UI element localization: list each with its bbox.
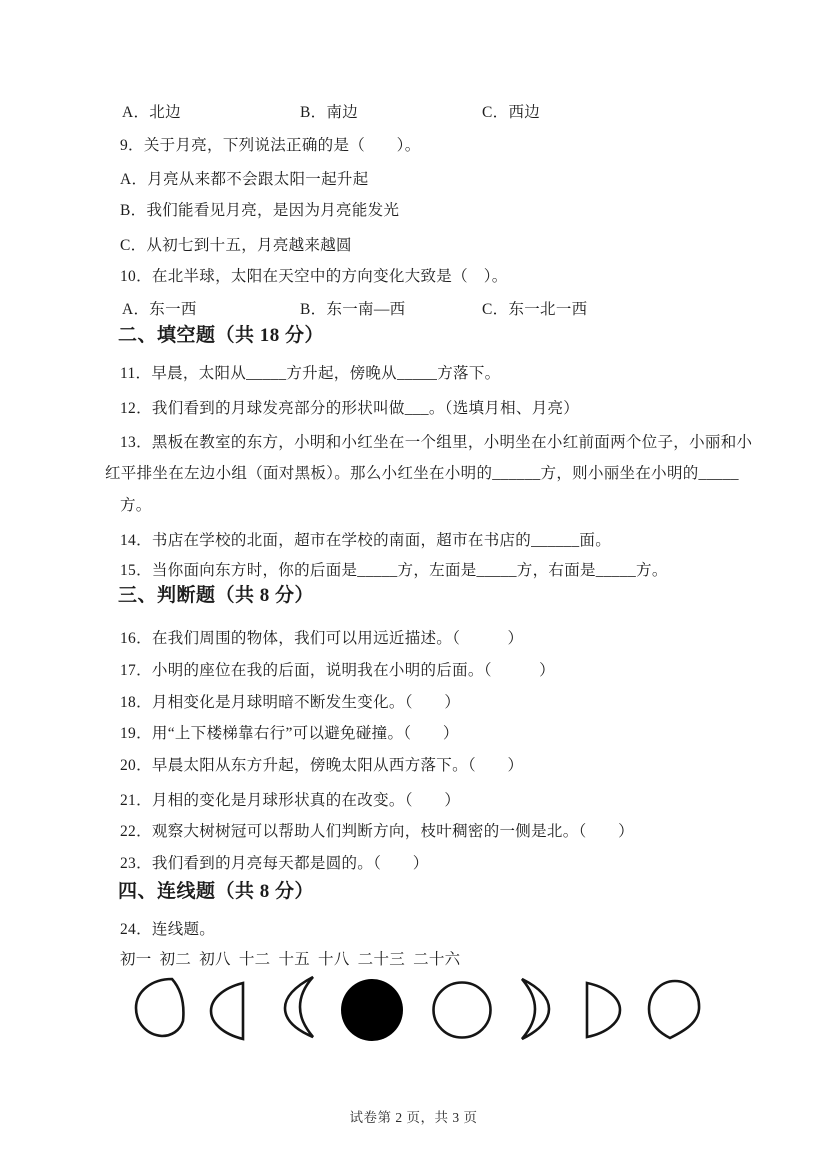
- question-12: 12．我们看到的月球发亮部分的形状叫做___。（选填月相、月亮）: [120, 400, 580, 417]
- moon-shape-first-quarter-icon: [584, 981, 622, 1039]
- moon-shape-last-quarter-icon: [208, 981, 246, 1041]
- section-2-title: 二、填空题（共 18 分）: [118, 325, 325, 346]
- question-16: 16．在我们周围的物体，我们可以用远近描述。（ ）: [120, 630, 524, 647]
- section-4-title: 四、连线题（共 8 分）: [118, 881, 315, 902]
- moon-shape-crescent-open-right-icon: [281, 974, 317, 1040]
- question-18: 18．月相变化是月球明暗不断发生变化。（ ）: [120, 694, 461, 711]
- q10-stem: 10．在北半球，太阳在天空中的方向变化大致是（ ）。: [120, 268, 508, 285]
- moon-shape-new-moon-icon: [340, 978, 404, 1042]
- section-3-title: 三、判断题（共 8 分）: [118, 585, 315, 606]
- moon-label-ershisan: 二十三: [357, 951, 406, 968]
- question-14: 14．书店在学校的北面，超市在学校的南面，超市在书店的______面。: [120, 532, 612, 549]
- question-20: 20．早晨太阳从东方升起，傍晚太阳从西方落下。（ ）: [120, 757, 524, 774]
- question-13-line1: 13．黑板在教室的东方，小明和小红坐在一个组里，小明坐在小红前面两个位子，小丽和小: [120, 434, 753, 451]
- q10-option-a: A．东一西: [122, 301, 197, 318]
- q9-option-c: C．从初七到十五，月亮越来越圆: [120, 237, 352, 254]
- moon-label-chuer: 初二: [159, 951, 192, 968]
- question-21: 21．月相的变化是月球形状真的在改变。（ ）: [120, 792, 461, 809]
- moon-shape-waning-gibbous-icon: [133, 976, 195, 1038]
- question-24: 24．连线题。: [120, 921, 216, 938]
- moon-shape-waxing-gibbous-icon: [646, 979, 702, 1041]
- moon-label-ershiliu: 二十六: [413, 951, 461, 968]
- moon-phase-label-row: [120, 947, 460, 969]
- q10-option-c: C．东一北一西: [482, 301, 588, 318]
- moon-label-shier: 十二: [238, 951, 271, 968]
- moon-shape-crescent-open-left-icon: [519, 977, 553, 1041]
- question-23: 23．我们看到的月亮每天都是圆的。（ ）: [120, 855, 429, 872]
- q10-option-b: B．东一南—西: [300, 301, 406, 318]
- question-13-line2: 红平排坐在左边小组（面对黑板）。那么小红坐在小明的______方，则小丽坐在小明的_____: [105, 465, 739, 482]
- question-22: 22．观察大树树冠可以帮助人们判断方向，枝叶稠密的一侧是北。（ ）: [120, 823, 634, 840]
- moon-shape-full-moon-icon: [432, 981, 492, 1039]
- moon-label-shiba: 十八: [318, 951, 350, 968]
- question-11: 11．早晨，太阳从_____方升起，傍晚从_____方落下。: [120, 365, 501, 382]
- moon-label-shiwu: 十五: [278, 951, 311, 968]
- question-17: 17．小明的座位在我的后面，说明我在小明的后面。（ ）: [120, 662, 555, 679]
- page-footer: 试卷第 2 页，共 3 页: [349, 1110, 478, 1125]
- q8-option-c: C．西边: [482, 104, 541, 121]
- q9-option-b: B．我们能看见月亮，是因为月亮能发光: [120, 202, 400, 219]
- q9-option-a: A．月亮从来都不会跟太阳一起升起: [120, 171, 369, 188]
- question-15: 15．当你面向东方时，你的后面是_____方，左面是_____方，右面是_____方。: [120, 562, 668, 579]
- moon-label-chuba: 初八: [199, 951, 231, 968]
- question-13-line3: 方。: [120, 497, 152, 514]
- question-19: 19．用“上下楼梯靠右行”可以避免碰撞。（ ）: [120, 725, 459, 742]
- q8-option-a: A．北边: [122, 104, 181, 121]
- q9-stem: 9．关于月亮，下列说法正确的是（ ）。: [120, 137, 421, 154]
- moon-label-chuyi: 初一: [120, 951, 152, 968]
- q8-option-b: B．南边: [300, 104, 359, 121]
